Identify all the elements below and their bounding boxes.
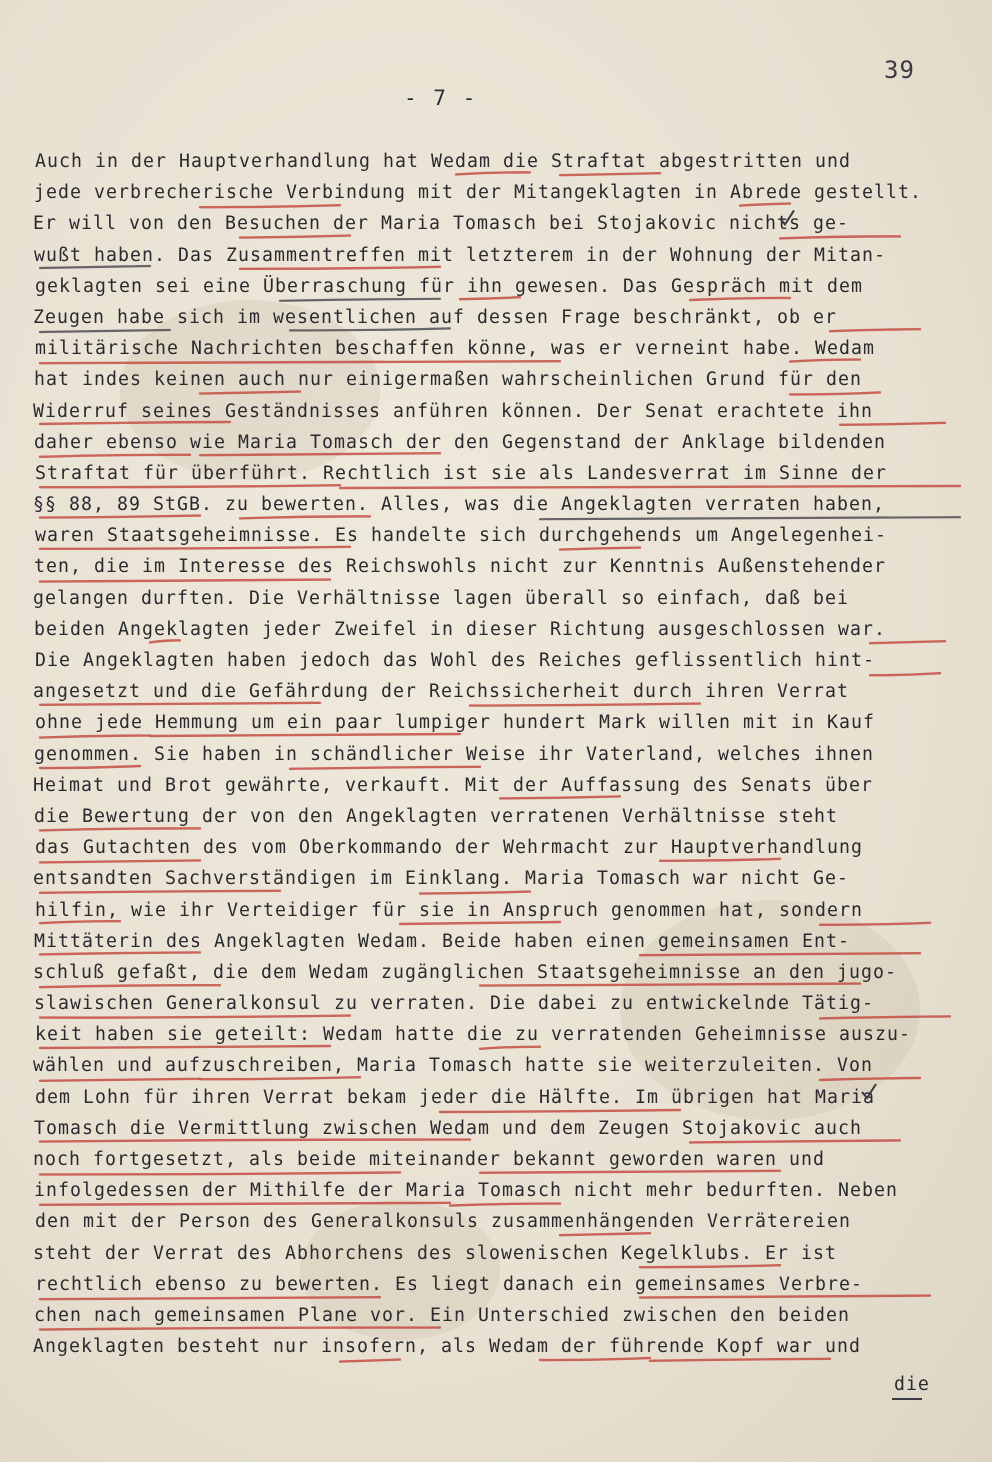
text-line: angesetzt und die Gefährdung der Reichssicherheit durch ihren Verrat bbox=[33, 681, 849, 703]
text-line: §§ 88, 89 StGB. zu bewerten. Alles, was die Angeklagten verraten haben, bbox=[33, 494, 885, 516]
text-line: hilfin, wie ihr Verteidiger für sie in Anspruch genommen hat, sondern bbox=[35, 899, 863, 921]
text-line: genommen. Sie haben in schändlicher Weise ihr Vaterland, welches ihnen bbox=[34, 743, 874, 765]
text-line: den mit der Person des Generalkonsuls zusammenhängenden Verrätereien bbox=[35, 1211, 851, 1233]
archive-number: 39 bbox=[884, 56, 915, 84]
text-line: ohne jede Hemmung um ein paar lumpiger hundert Mark willen mit in Kauf bbox=[35, 712, 875, 734]
text-line: wählen und aufzuschreiben, Maria Tomasch hatte sie weiterzuleiten. Von bbox=[33, 1055, 873, 1077]
catchword-underline bbox=[892, 1398, 922, 1400]
text-line: Straftat für überführt. Rechtlich ist sie als Landesverrat im Sinne der bbox=[35, 462, 887, 484]
text-line: das Gutachten des vom Oberkommando der Wehrmacht zur Hauptverhandlung bbox=[35, 837, 863, 859]
page-number: - 7 - bbox=[404, 86, 478, 110]
text-line: keit haben sie geteilt: Wedam hatte die zu verratenden Geheimnisse auszu- bbox=[35, 1024, 911, 1046]
text-line: ten, die im Interesse des Reichswohls nicht zur Kenntnis Außenstehender bbox=[34, 556, 886, 578]
body-text bbox=[34, 146, 980, 1362]
text-line: daher ebenso wie Maria Tomasch der den Gegenstand der Anklage bildenden bbox=[34, 431, 886, 453]
text-line: slawischen Generalkonsul zu verraten. Die dabei zu entwickelnde Tätig- bbox=[34, 993, 874, 1015]
text-line: beiden Angeklagten jeder Zweifel in dieser Richtung ausgeschlossen war. bbox=[34, 618, 886, 640]
text-line: militärische Nachrichten beschaffen könne, was er verneint habe. Wedam bbox=[35, 338, 875, 360]
text-line: Er will von den Besuchen der Maria Tomasch bei Stojakovic nichts ge- bbox=[33, 213, 849, 235]
text-line: Heimat und Brot gewährte, verkauft. Mit der Auffassung des Senats über bbox=[33, 774, 873, 796]
text-line: die Bewertung der von den Angeklagten verratenen Verhältnisse steht bbox=[34, 805, 838, 827]
text-line: hat indes keinen auch nur einigermaßen wahrscheinlichen Grund für den bbox=[34, 369, 862, 391]
text-line: Die Angeklagten haben jedoch das Wohl des Reiches geflissentlich hint- bbox=[35, 650, 875, 671]
text-line: infolgedessen der Mithilfe der Maria Tomasch nicht mehr bedurften. Neben bbox=[34, 1180, 898, 1202]
text-line: Mittäterin des Angeklagten Wedam. Beide haben einen gemeinsamen Ent- bbox=[34, 930, 850, 952]
text-line: entsandten Sachverständigen im Einklang. Maria Tomasch war nicht Ge- bbox=[33, 868, 849, 890]
text-line: dem Lohn für ihren Verrat bekam jeder die Hälfte. Im übrigen hat Maria bbox=[35, 1086, 875, 1108]
text-line: waren Staatsgeheimnisse. Es handelte sich durchgehends um Angelegenhei- bbox=[35, 525, 887, 547]
text-line: wußt haben. Das Zusammentreffen mit letzterem in der Wohnung der Mitan- bbox=[34, 244, 886, 266]
text-line: steht der Verrat des Abhorchens des slowenischen Kegelklubs. Er ist bbox=[33, 1242, 837, 1264]
text-line: jede verbrecherische Verbindung mit der Mitangeklagten in Abrede gestellt. bbox=[34, 182, 922, 204]
text-line: schluß gefaßt, die dem Wedam zugänglichen Staatsgeheimnisse an den jugo- bbox=[33, 961, 897, 983]
text-line: Auch in der Hauptverhandlung hat Wedam die Straftat abgestritten und bbox=[35, 151, 851, 172]
text-line: gelangen durften. Die Verhältnisse lagen überall so einfach, daß bei bbox=[33, 587, 849, 609]
text-line: Widerruf seines Geständnisses anführen können. Der Senat erachtete ihn bbox=[33, 400, 873, 422]
text-line: chen nach gemeinsamen Plane vor. Ein Unterschied zwischen den beiden bbox=[34, 1304, 850, 1326]
text-line: geklagten sei eine Überraschung für ihn gewesen. Das Gespräch mit dem bbox=[35, 275, 863, 297]
text-line: Tomasch die Vermittlung zwischen Wedam und dem Zeugen Stojakovic auch bbox=[34, 1117, 862, 1139]
text-line: noch fortgesetzt, als beide miteinander bekannt geworden waren und bbox=[33, 1149, 825, 1170]
text-line: Angeklagten besteht nur insofern, als Wedam der führende Kopf war und bbox=[33, 1336, 861, 1358]
catchword: die bbox=[894, 1374, 930, 1395]
text-line: rechtlich ebenso zu bewerten. Es liegt danach ein gemeinsames Verbre- bbox=[35, 1273, 863, 1295]
text-line: Zeugen habe sich im wesentlichen auf dessen Frage beschränkt, ob er bbox=[33, 306, 837, 328]
